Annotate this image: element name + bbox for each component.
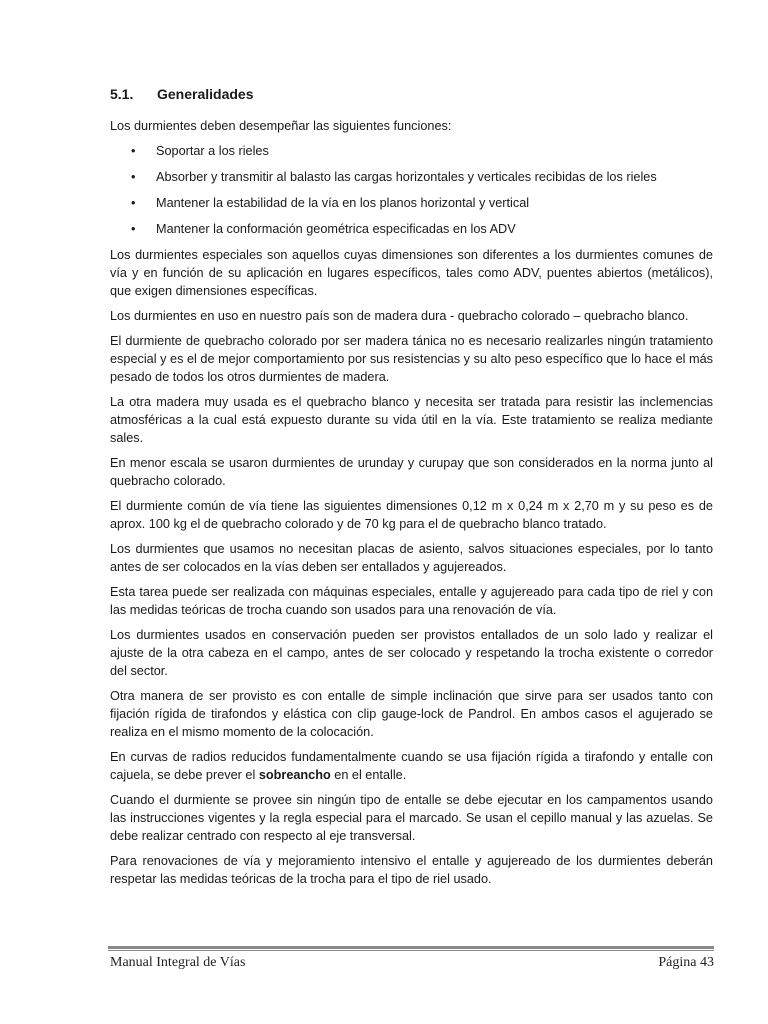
body-paragraph: Los durmientes especiales son aquellos cuyas dimensiones son diferentes a los durmientes comunes de vía y en función de su aplicación en lugares específicos, tales como ADV, puentes abiertos (metálicos), que exigen dimensiones específicas.	[110, 248, 713, 298]
footer-rule-thin	[108, 950, 714, 951]
body-paragraph: En menor escala se usaron durmientes de urunday y curupay que son considerados en la norma junto al quebracho colorado.	[110, 456, 713, 488]
section-number: 5.1.	[110, 86, 134, 102]
body-paragraph	[110, 748, 713, 784]
functions-list	[110, 142, 713, 238]
bullet-icon: •	[131, 222, 136, 236]
body-paragraph: Cuando el durmiente se provee sin ningún tipo de entalle se debe ejecutar en los campamentos usando las instrucciones vigentes y la regla especial para el marcado. Se usan el cepillo manual y las azuelas. Se debe realizar centrado con respecto al eje transversal.	[110, 793, 713, 843]
body-paragraph: Los durmientes que usamos no necesitan placas de asiento, salvos situaciones especiales, por lo tanto antes de ser colocados en la vías deben ser entallados y agujereados.	[110, 542, 713, 574]
list-item	[110, 194, 713, 212]
list-item-text: Soportar a los rieles	[156, 144, 269, 158]
curvas-text-before: En curvas de radios reducidos fundamentalmente cuando se usa fijación rígida a tirafondo y entalle con cajuela, se debe prever el	[110, 750, 713, 782]
body-paragraph: Los durmientes en uso en nuestro país son de madera dura - quebracho colorado – quebracho blanco.	[110, 309, 689, 323]
list-item-text: Absorber y transmitir al balasto las cargas horizontales y verticales recibidas de los rieles	[156, 170, 657, 184]
body-paragraph: Esta tarea puede ser realizada con máquinas especiales, entalle y agujereado para cada tipo de riel y con las medidas teóricas de trocha cuando son usados para una renovación de vía.	[110, 585, 713, 617]
list-item	[110, 142, 713, 160]
body-paragraph: Para renovaciones de vía y mejoramiento intensivo el entalle y agujereado de los durmientes deberán respetar las medidas teóricas de la trocha para el tipo de riel usado.	[110, 854, 713, 886]
section-title: Generalidades	[157, 86, 254, 102]
page-footer	[110, 955, 714, 971]
body-paragraph: La otra madera muy usada es el quebracho blanco y necesita ser tratada para resistir las inclemencias atmosféricas a la cual está expuesto durante su vida útil en la vía. Este tratamiento se realiza mediante sales.	[110, 395, 713, 445]
bullet-icon: •	[131, 196, 136, 210]
footer-title: Manual Integral de Vías	[110, 955, 246, 970]
body-paragraph: El durmiente de quebracho colorado por ser madera tánica no es necesario realizarles ningún tratamiento especial y es el de mejor comportamiento por sus resistencias y su alto peso específico que lo hace el más pesado de todos los otros durmientes de madera.	[110, 334, 713, 384]
page-content	[110, 86, 713, 895]
bullet-icon: •	[131, 144, 136, 158]
bullet-icon: •	[131, 170, 136, 184]
list-item-text: Mantener la conformación geométrica especificadas en los ADV	[156, 222, 516, 236]
list-item	[110, 220, 713, 238]
curvas-text-after: en el entalle.	[330, 768, 407, 782]
list-item	[110, 168, 713, 186]
body-paragraph: El durmiente común de vía tiene las siguientes dimensiones 0,12 m x 0,24 m x 2,70 m y su peso es de aprox. 100 kg el de quebracho colorado y de 70 kg para el de quebracho blanco tratado.	[110, 499, 713, 531]
section-heading	[110, 86, 713, 102]
page-number: Página 43	[658, 955, 714, 970]
sobreancho-term: sobreancho	[258, 768, 331, 782]
list-item-text: Mantener la estabilidad de la vía en los planos horizontal y vertical	[156, 196, 530, 210]
body-paragraph: Otra manera de ser provisto es con entalle de simple inclinación que sirve para ser usados tanto con fijación rígida de tirafondos y elástica con clip gauge-lock de Pandrol. En ambos casos el agujerado se realiza en el mismo momento de la colocación.	[110, 689, 713, 739]
body-paragraph: Los durmientes usados en conservación pueden ser provistos entallados de un solo lado y realizar el ajuste de la otra cabeza en el campo, antes de ser colocado y respetando la trocha existente o corredor del sector.	[110, 628, 713, 678]
footer-rule	[108, 946, 714, 949]
intro-paragraph: Los durmientes deben desempeñar las siguientes funciones:	[110, 119, 452, 133]
